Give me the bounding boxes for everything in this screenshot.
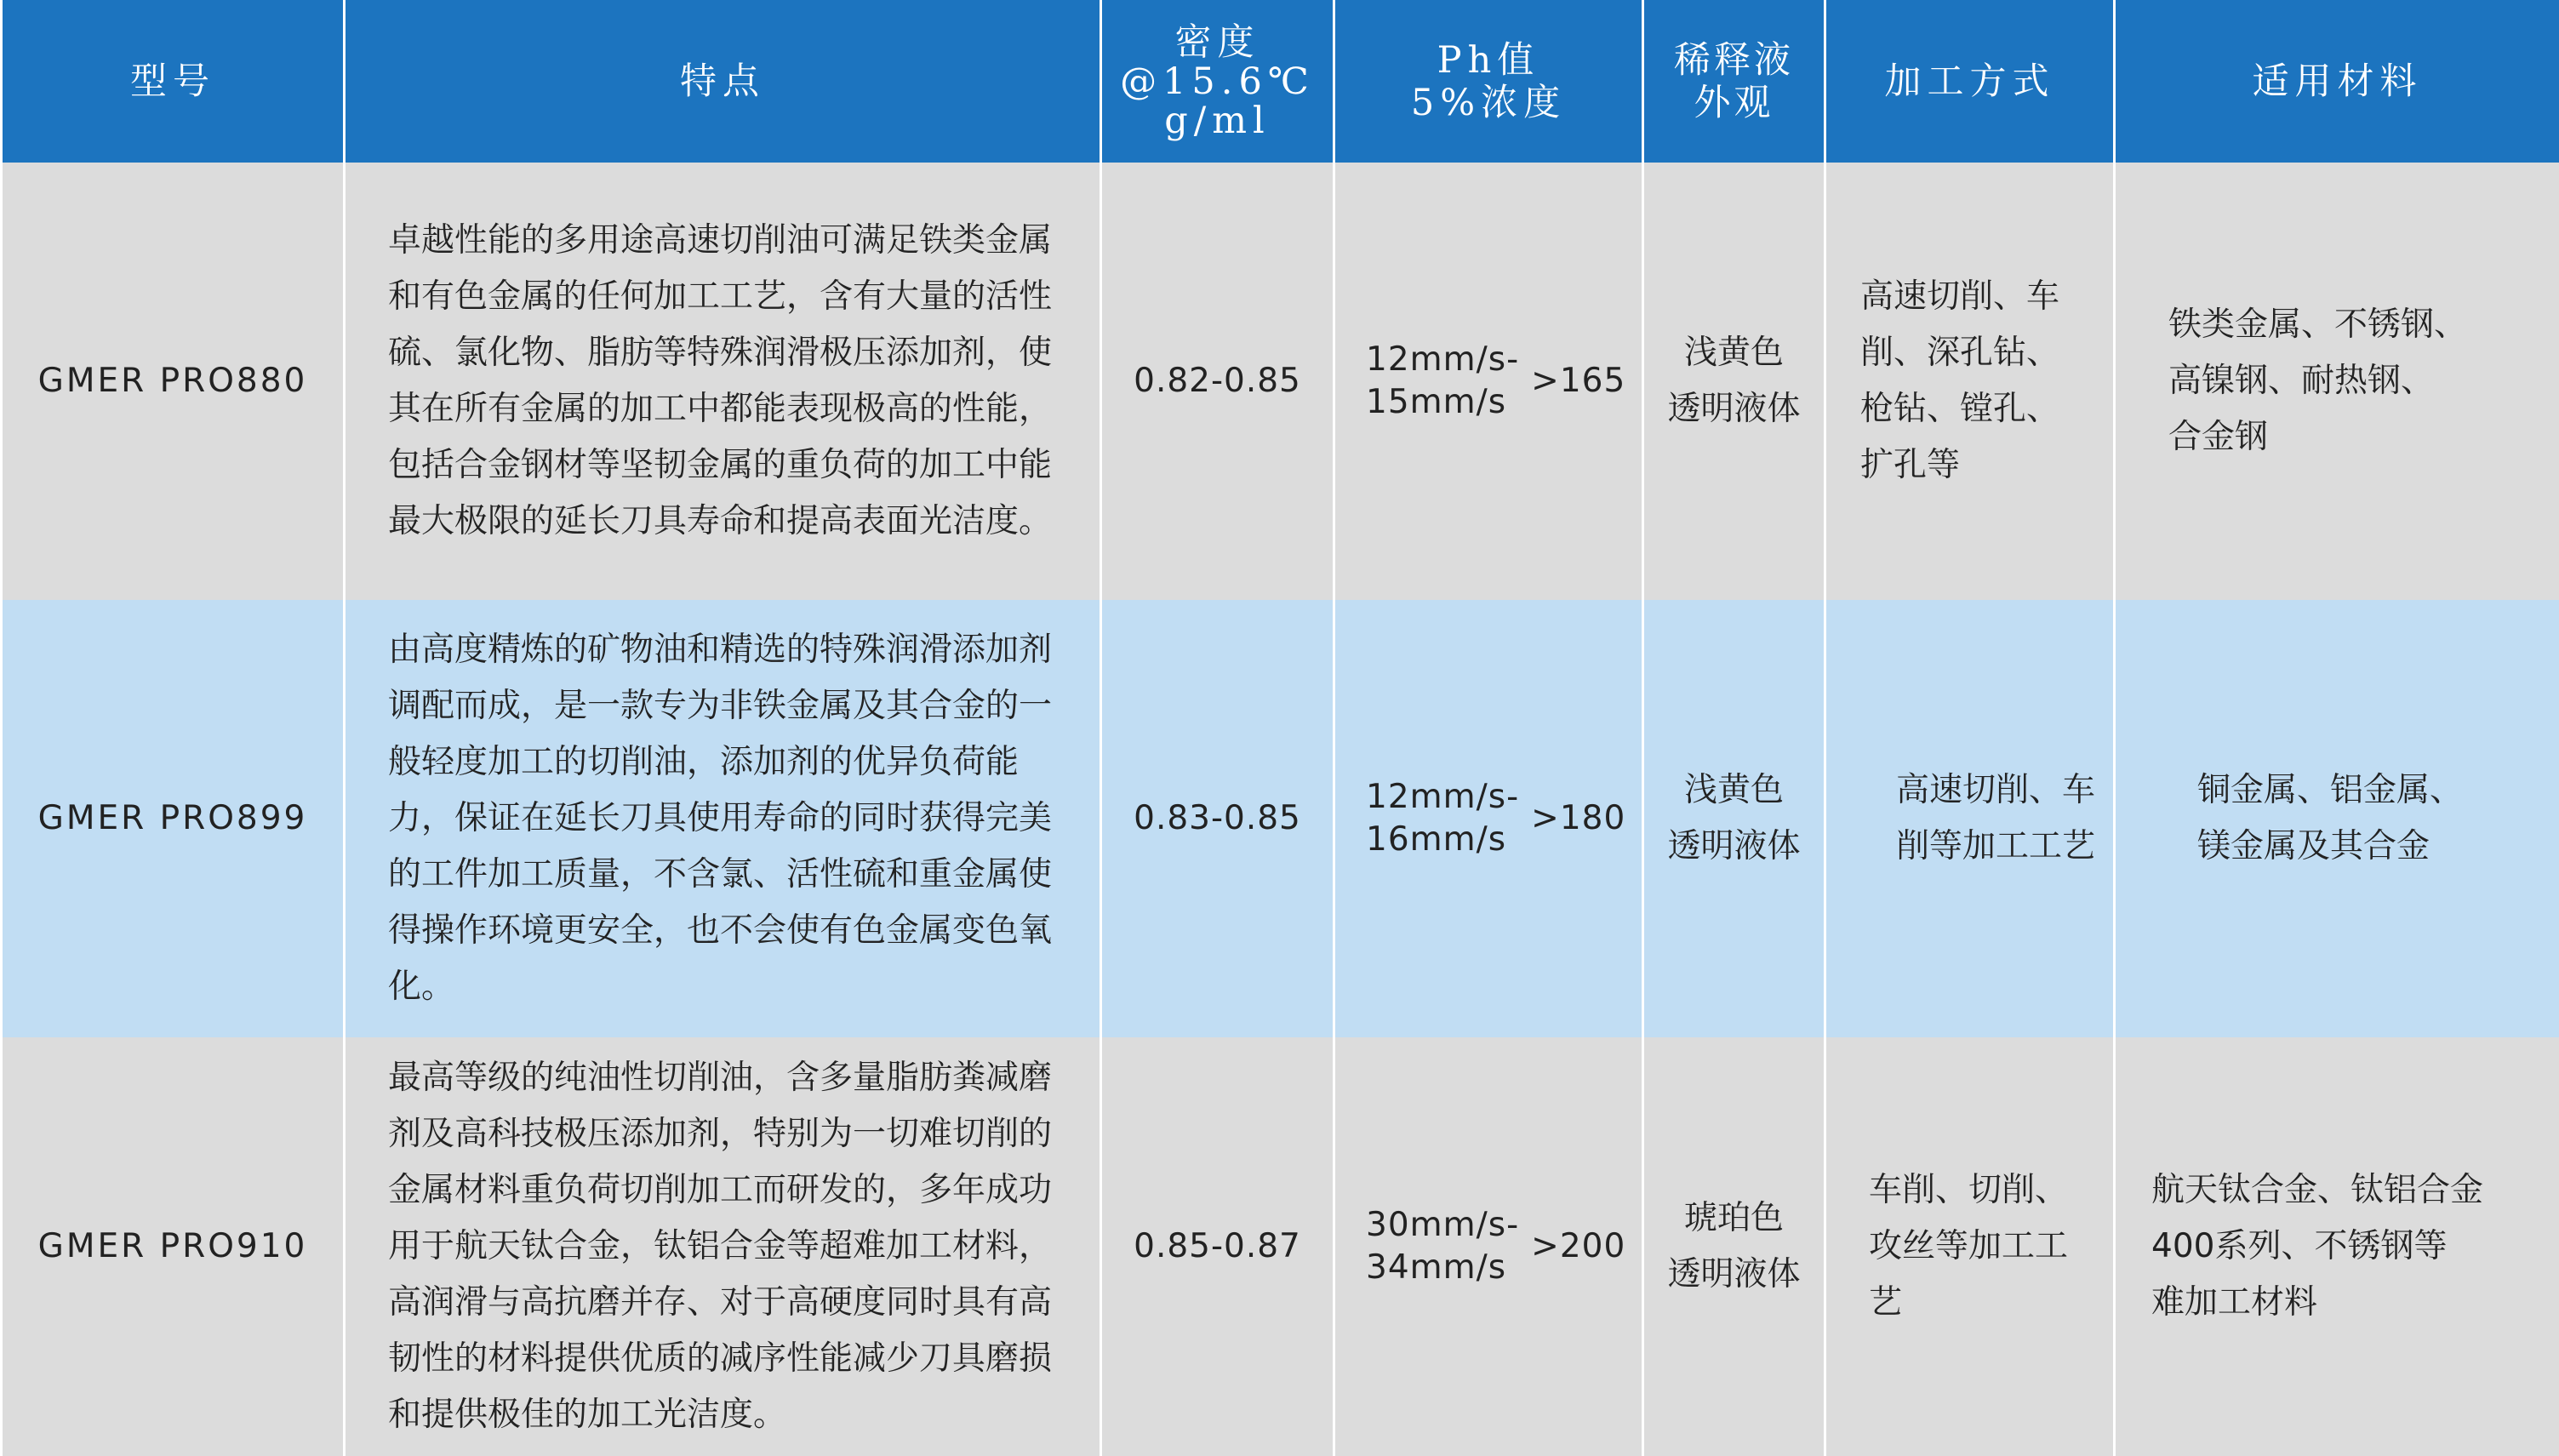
appearance-cell: 浅黄色 透明液体: [1643, 163, 1825, 600]
process-cell: 高速切削、车 削、深孔钻、 枪钻、镗孔、 扩孔等: [1825, 163, 2115, 600]
process-cell: 车削、切削、 攻丝等加工工艺: [1825, 1037, 2115, 1456]
model-cell: GMER PRO899: [2, 600, 345, 1037]
appearance-cell: 琥珀色 透明液体: [1643, 1037, 1825, 1456]
table-body: [2, 163, 2559, 1456]
ph-range: 30mm/s- 34mm/s: [1366, 1206, 1520, 1287]
header-model: 型号: [2, 0, 345, 163]
header-features: 特点: [345, 0, 1101, 163]
ph-cell: [1334, 600, 1643, 1037]
header-appearance: 稀释液 外观: [1643, 0, 1825, 163]
materials-cell: 铁类金属、不锈钢、 高镍钢、耐热钢、 合金钢: [2115, 163, 2559, 600]
features-cell: 由高度精炼的矿物油和精选的特殊润滑添加剂调配而成，是一款专为非铁金属及其合金的一般轻度加工的切削油，添加剂的优异负荷能力，保证在延长刀具使用寿命的同时获得完美的工件加工质量，不含氯、活性硫和重金属使得操作环境更安全，也不会使有色金属变色氧化。: [345, 600, 1101, 1037]
density-cell: 0.82-0.85: [1101, 163, 1334, 600]
ph-cell-content: [1366, 339, 1642, 424]
density-cell: 0.85-0.87: [1101, 1037, 1334, 1456]
model-cell: GMER PRO910: [2, 1037, 345, 1456]
header-materials: 适用材料: [2115, 0, 2559, 163]
table-row: [2, 163, 2559, 600]
table-row: [2, 1037, 2559, 1456]
ph-value: >180: [1531, 799, 1626, 837]
ph-cell-content: [1366, 1204, 1642, 1289]
ph-value: >165: [1531, 362, 1626, 400]
model-cell: GMER PRO880: [2, 163, 345, 600]
header-row: [2, 0, 2559, 163]
appearance-cell: 浅黄色 透明液体: [1643, 600, 1825, 1037]
ph-range: 12mm/s- 15mm/s: [1366, 340, 1520, 421]
process-cell: 高速切削、车 削等加工工艺: [1825, 600, 2115, 1037]
density-cell: 0.83-0.85: [1101, 600, 1334, 1037]
features-cell: 最高等级的纯油性切削油，含多量脂肪粪减磨剂及高科技极压添加剂，特别为一切难切削的金属材料重负荷切削加工而研发的，多年成功用于航天钛合金，钛铝合金等超难加工材料，高润滑与高抗磨并存、对于高硬度同时具有高韧性的材料提供优质的减序性能减少刀具磨损和提供极佳的加工光洁度。: [345, 1037, 1101, 1456]
ph-cell: [1334, 1037, 1643, 1456]
ph-range: 12mm/s- 16mm/s: [1366, 778, 1520, 859]
features-cell: 卓越性能的多用途高速切削油可满足铁类金属和有色金属的任何加工工艺，含有大量的活性硫、氯化物、脂肪等特殊润滑极压添加剂，使其在所有金属的加工中都能表现极高的性能，包括合金钢材等坚韧金属的重负荷的加工中能最大极限的延长刀具寿命和提高表面光洁度。: [345, 163, 1101, 600]
header-ph: Ph值 5%浓度: [1334, 0, 1643, 163]
ph-cell: [1334, 163, 1643, 600]
ph-value: >200: [1531, 1227, 1626, 1265]
table-row: [2, 600, 2559, 1037]
table-header: [2, 0, 2559, 163]
materials-cell: 航天钛合金、钛铝合金 400系列、不锈钢等 难加工材料: [2115, 1037, 2559, 1456]
materials-cell: 铜金属、铝金属、 镁金属及其合金: [2115, 600, 2559, 1037]
header-process: 加工方式: [1825, 0, 2115, 163]
header-density: 密度 @15.6℃ g/ml: [1101, 0, 1334, 163]
ph-cell-content: [1366, 776, 1642, 861]
